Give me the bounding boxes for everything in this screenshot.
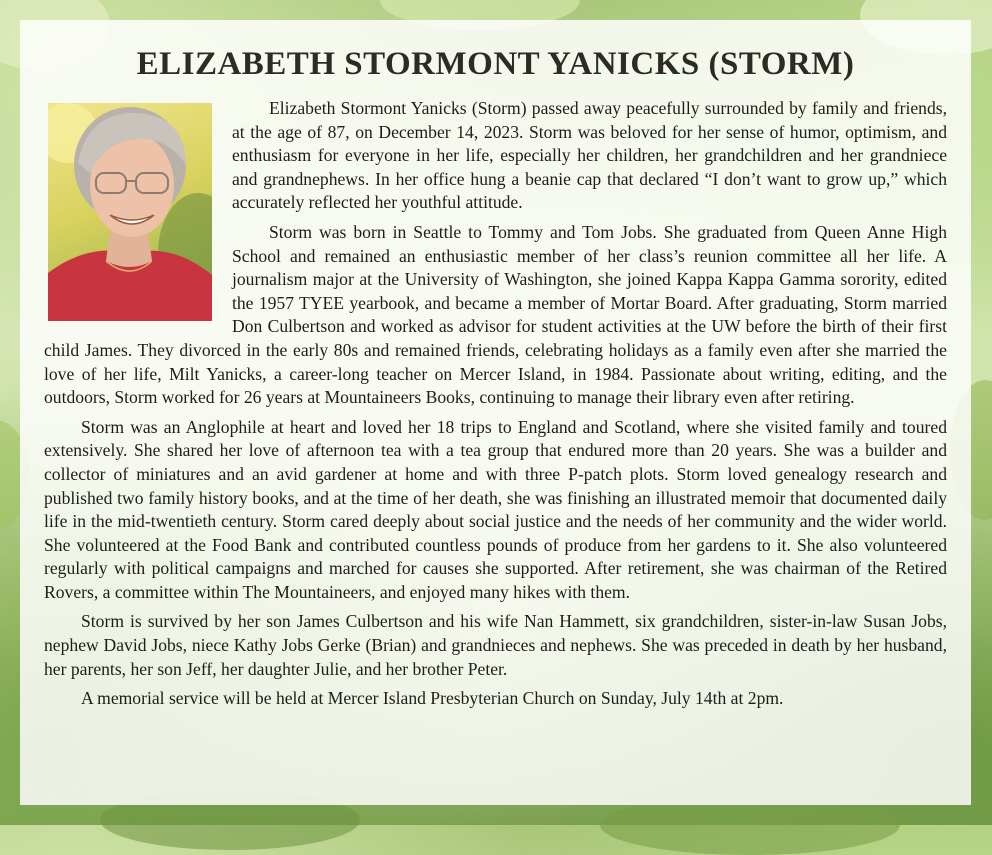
obituary-body: [44, 97, 947, 711]
obituary-paragraph: A memorial service will be held at Mercer Island Presbyterian Church on Sunday, July 14th at 2pm.: [81, 688, 784, 709]
portrait-illustration: [48, 103, 212, 321]
obituary-title: ELIZABETH STORMONT YANICKS (STORM): [136, 46, 855, 82]
obituary-paragraph: Elizabeth Stormont Yanicks (Storm) passed away peacefully surrounded by family and friends, at the age of 87, on December 14, 2023. Storm was beloved for her sense of humor, optimism, and enthusiasm for everyone in her life, especially her children, her grandchildren and her grandniece and grandnephews. In her office hung a beanie cap that declared “I don’t want to grow up,” which accurately reflected her youthful attitude.: [232, 98, 947, 213]
obituary-paragraph: Storm was an Anglophile at heart and loved her 18 trips to England and Scotland, where she visited family and toured extensively. She shared her love of afternoon tea with a tea group that endured more than 20 years. She was a builder and collector of miniatures and an avid gardener at home and with three P-patch plots. Storm loved genealogy research and published two family history books, and at the time of her death, she was finishing an illustrated memoir that documented daily life in the mid-twentieth century. Storm cared deeply about social justice and the needs of her community and the wider world. She volunteered at the Food Bank and contributed countless pounds of produce from her gardens to it. She also volunteered regularly with political campaigns and marched for causes she supported. After retirement, she was chairman of the Retired Rovers, a committee within The Mountaineers, and enjoyed many hikes with them.: [44, 416, 947, 602]
obituary-paragraph: Storm is survived by her son James Culbertson and his wife Nan Hammett, six grandchildren, sister-in-law Susan Jobs, nephew David Jobs, niece Kathy Jobs Gerke (Brian) and grandnieces and nephews. She was preceded in death by her husband, her parents, her son Jeff, her daughter Julie, and her brother Peter.: [44, 611, 947, 679]
portrait-photo: [48, 103, 212, 321]
obituary-panel: [20, 20, 971, 805]
obituary-paragraph: Storm was born in Seattle to Tommy and Tom Jobs. She graduated from Queen Anne High School and remained an enthusiastic member of her class’s reunion committee all her life. A journalism major at the University of Washington, she joined Kappa Kappa Gamma sorority, edited the 1957 TYEE yearbook, and became a member of Mortar Board. After graduating, Storm married Don Culbertson and worked as advisor for student activities at the UW before the birth of their first child James. They divorced in the early 80s and remained friends, celebrating holidays as a family even after she married the love of her life, Milt Yanicks, a career-long teacher on Mercer Island, in 1984. Passionate about writing, editing, and the outdoors, Storm worked for 26 years at Mountaineers Books, continuing to manage their library even after retiring.: [44, 221, 947, 408]
